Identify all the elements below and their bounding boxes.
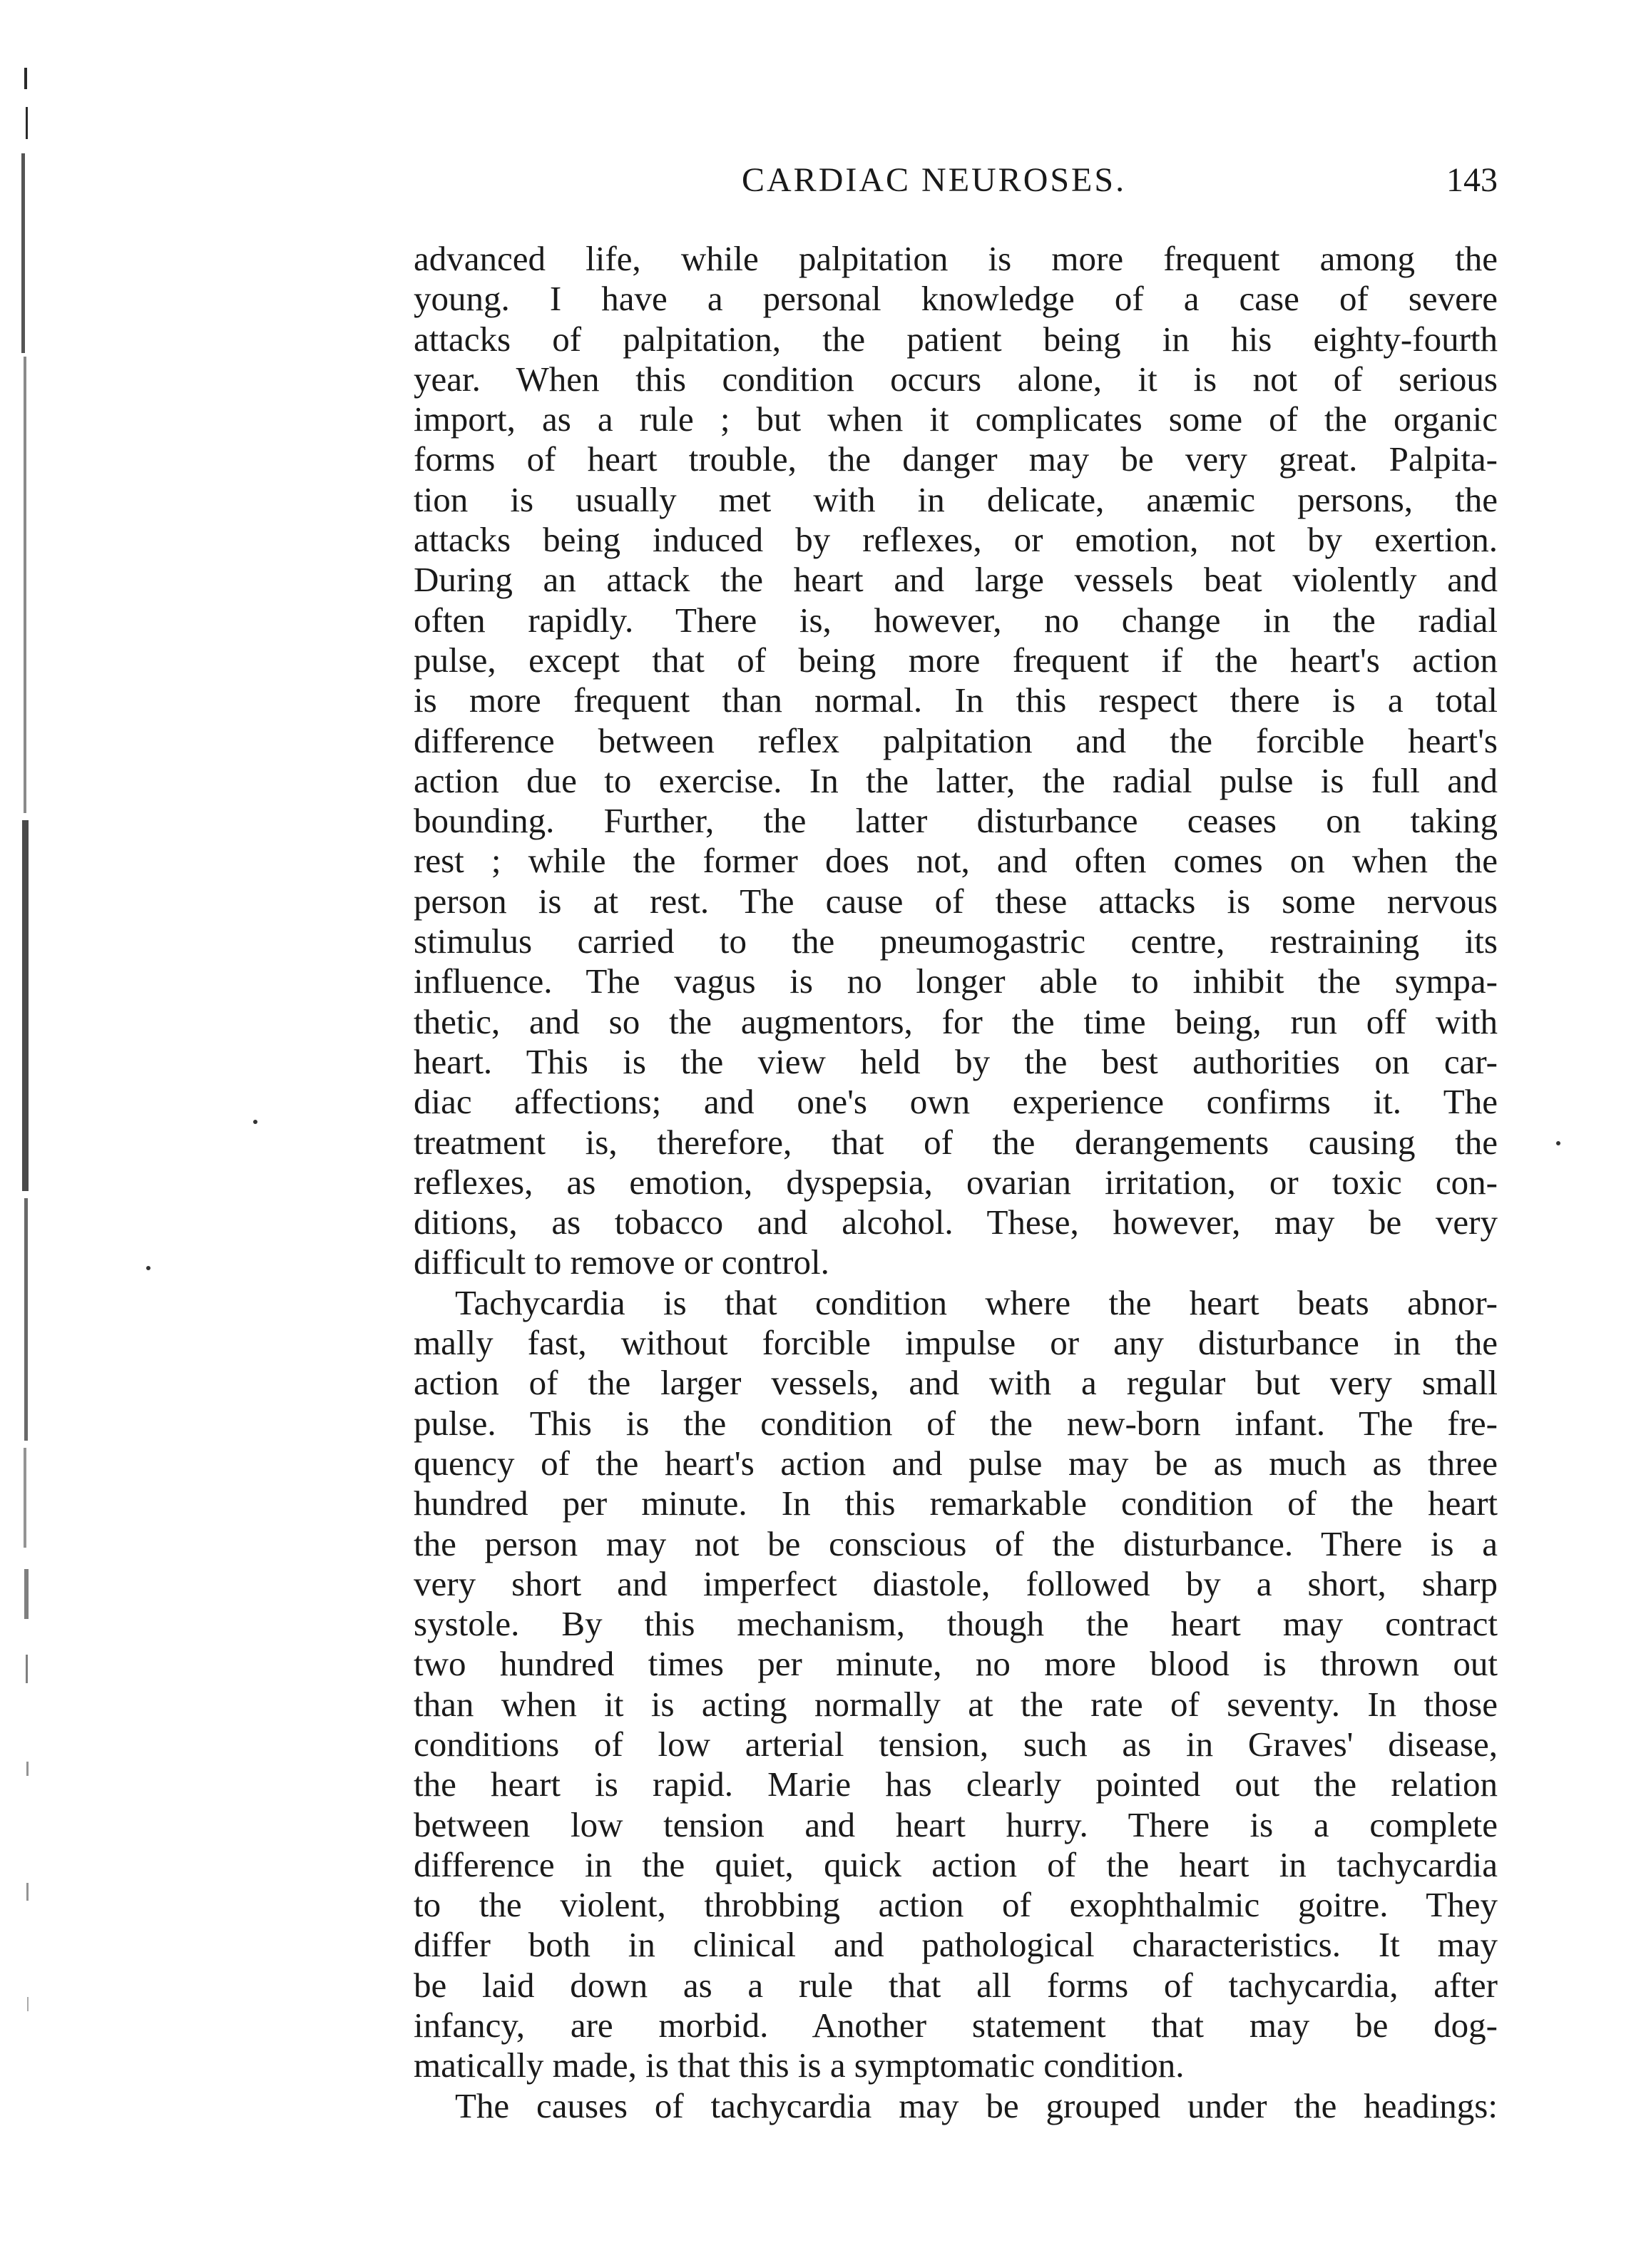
- running-header: [414, 160, 1498, 210]
- text-line: very short and imperfect diastole, followed by a short, sharp: [414, 1563, 1498, 1603]
- text-line: be laid down as a rule that all forms of tachycardia, after: [414, 1965, 1498, 2005]
- text-line: action due to exercise. In the latter, the radial pulse is full and: [414, 760, 1498, 800]
- text-line: pulse, except that of being more frequent if the heart's action: [414, 640, 1498, 680]
- gutter-mark: [26, 1762, 29, 1776]
- margin-speck: [1556, 1141, 1560, 1145]
- text-line: forms of heart trouble, the danger may be very great. Palpita-: [414, 439, 1498, 479]
- text-line: import, as a rule ; but when it complicates some of the organic: [414, 399, 1498, 439]
- margin-speck: [146, 1266, 150, 1270]
- text-line: between low tension and heart hurry. There is a complete: [414, 1804, 1498, 1844]
- gutter-mark: [24, 1569, 29, 1619]
- margin-speck: [253, 1120, 257, 1124]
- body-text: [414, 239, 1498, 2126]
- text-line: year. When this condition occurs alone, it is not of serious: [414, 359, 1498, 399]
- text-line: systole. By this mechanism, though the heart may contract: [414, 1604, 1498, 1644]
- text-line: rest ; while the former does not, and often comes on when the: [414, 841, 1498, 881]
- gutter-mark: [24, 357, 26, 813]
- text-line: quency of the heart's action and pulse may be as much as three: [414, 1443, 1498, 1483]
- gutter-mark: [26, 107, 28, 139]
- text-line: the person may not be conscious of the disturbance. There is a: [414, 1523, 1498, 1563]
- text-line: tion is usually met with in delicate, anæmic persons, the: [414, 479, 1498, 519]
- text-line: mally fast, without forcible impulse or any disturbance in the: [414, 1323, 1498, 1363]
- text-line: difference between reflex palpitation and the forcible heart's: [414, 720, 1498, 760]
- text-line: hundred per minute. In this remarkable condition of the heart: [414, 1483, 1498, 1523]
- text-line: the heart is rapid. Marie has clearly pointed out the relation: [414, 1764, 1498, 1804]
- text-line: Tachycardia is that condition where the heart beats abnor-: [455, 1282, 1498, 1322]
- gutter-mark: [24, 1448, 26, 1548]
- text-line: reflexes, as emotion, dyspepsia, ovarian irritation, or toxic con-: [414, 1162, 1498, 1202]
- text-line: thetic, and so the augmentors, for the time being, run off with: [414, 1001, 1498, 1041]
- text-line: attacks being induced by reflexes, or emotion, not by exertion.: [414, 520, 1498, 560]
- text-line: stimulus carried to the pneumogastric centre, restraining its: [414, 921, 1498, 961]
- text-line: bounding. Further, the latter disturbance ceases on taking: [414, 801, 1498, 841]
- running-title: CARDIAC NEUROSES.: [742, 161, 1127, 199]
- gutter-mark: [26, 1883, 29, 1901]
- gutter-mark: [27, 1997, 29, 2011]
- text-line: During an attack the heart and large vessels beat violently and: [414, 560, 1498, 600]
- text-line: pulse. This is the condition of the new-born infant. The fre-: [414, 1403, 1498, 1443]
- text-line: The causes of tachycardia may be grouped under the headings:: [455, 2085, 1498, 2125]
- text-line: action of the larger vessels, and with a regular but very small: [414, 1363, 1498, 1403]
- text-line: infancy, are morbid. Another statement that may be dog-: [414, 2006, 1498, 2045]
- text-line: is more frequent than normal. In this respect there is a total: [414, 680, 1498, 720]
- text-line: conditions of low arterial tension, such as in Graves' disease,: [414, 1724, 1498, 1764]
- text-line: diac affections; and one's own experience confirms it. The: [414, 1082, 1498, 1122]
- gutter-mark: [22, 820, 29, 1191]
- text-line: person is at rest. The cause of these attacks is some nervous: [414, 881, 1498, 921]
- gutter-mark: [24, 1198, 28, 1441]
- text-line: young. I have a personal knowledge of a case of severe: [414, 279, 1498, 319]
- text-line: treatment is, therefore, that of the derangements causing the: [414, 1122, 1498, 1162]
- gutter-mark: [26, 1655, 28, 1683]
- text-line: influence. The vagus is no longer able to inhibit the sympa-: [414, 961, 1498, 1001]
- text-line: ditions, as tobacco and alcohol. These, however, may be very: [414, 1202, 1498, 1242]
- text-line: than when it is acting normally at the rate of seventy. In those: [414, 1684, 1498, 1724]
- text-line: two hundred times per minute, no more blood is thrown out: [414, 1644, 1498, 1684]
- text-line: difference in the quiet, quick action of the heart in tachycardia: [414, 1844, 1498, 1884]
- binding-gutter: [0, 0, 78, 2268]
- text-line: often rapidly. There is, however, no change in the radial: [414, 600, 1498, 640]
- gutter-mark: [24, 68, 27, 89]
- text-line: to the violent, throbbing action of exophthalmic goitre. They: [414, 1885, 1498, 1925]
- gutter-mark: [21, 153, 25, 353]
- text-line: difficult to remove or control.: [414, 1242, 829, 1282]
- text-line: attacks of palpitation, the patient being in his eighty-fourth: [414, 319, 1498, 359]
- page-number: 143: [1446, 161, 1498, 199]
- text-line: differ both in clinical and pathological characteristics. It may: [414, 1925, 1498, 1965]
- text-line: matically made, is that this is a symptomatic condition.: [414, 2045, 1185, 2085]
- text-line: heart. This is the view held by the best authorities on car-: [414, 1041, 1498, 1081]
- text-line: advanced life, while palpitation is more frequent among the: [414, 239, 1498, 278]
